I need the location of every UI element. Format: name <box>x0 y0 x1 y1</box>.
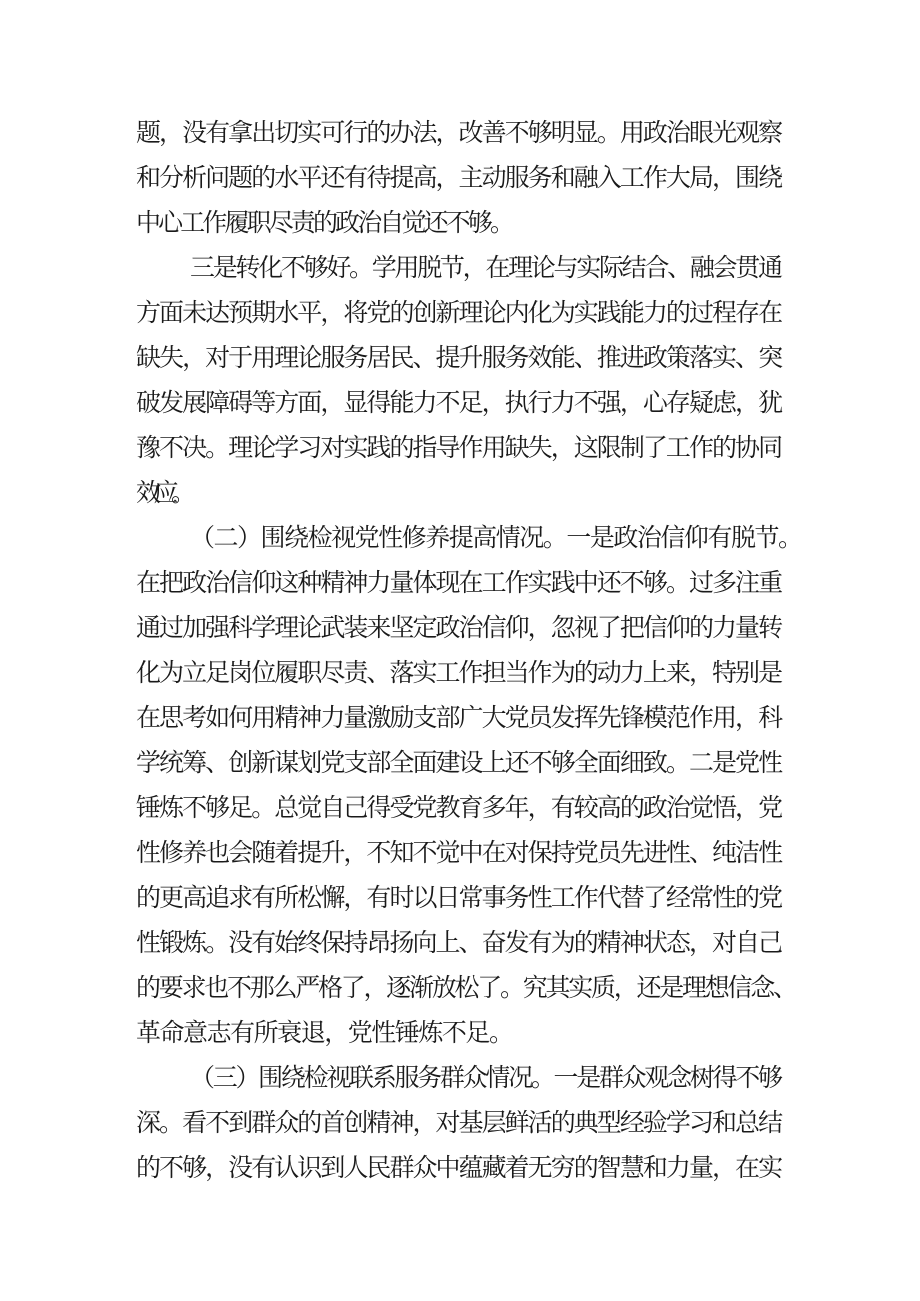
text-line: 深。看不到群众的首创精神，对基层鲜活的典型经验学习和总结 <box>136 1108 782 1137</box>
text-line: 题，没有拿出切实可行的办法，改善不够明显。用政治眼光观察 <box>136 118 782 147</box>
text-line: 豫不决。理论学习对实践的指导作用缺失，这限制了工作的协同 <box>136 433 782 462</box>
text-line: 性修养也会随着提升，不知不觉中在对保持党员先进性、纯洁性 <box>136 838 782 867</box>
text-line: 方面未达预期水平，将党的创新理论内化为实践能力的过程存在 <box>136 298 782 327</box>
text-line: 在思考如何用精神力量激励支部广大党员发挥先锋模范作用，科 <box>136 703 782 732</box>
text-line: 缺失，对于用理论服务居民、提升服务效能、推进政策落实、突 <box>136 343 782 372</box>
text-line: 在把政治信仰这种精神力量体现在工作实践中还不够。过多注重 <box>136 568 782 597</box>
section-heading-line: （二）围绕检视党性修养提高情况。一是政治信仰有脱节。 <box>190 523 802 552</box>
text-line: 效应。 <box>136 478 189 507</box>
text-line: 破发展障碍等方面，显得能力不足，执行力不强，心存疑虑，犹 <box>136 388 782 417</box>
text-line: 的不够，没有认识到人民群众中蕴藏着无穷的智慧和力量，在实 <box>136 1153 782 1182</box>
text-line: 锤炼不够足。总觉自己得受党教育多年，有较高的政治觉悟，党 <box>136 793 782 822</box>
text-line: 中心工作履职尽责的政治自觉还不够。 <box>136 208 513 237</box>
text-line: 和分析问题的水平还有待提高，主动服务和融入工作大局，围绕 <box>136 163 782 192</box>
text-line: 革命意志有所衰退，党性锤炼不足。 <box>136 1018 513 1047</box>
text-line: 的要求也不那么严格了，逐渐放松了。究其实质，还是理想信念、 <box>136 973 796 1002</box>
section-heading-line: （三）围绕检视联系服务群众情况。一是群众观念树得不够 <box>190 1063 781 1092</box>
text-line: 化为立足岗位履职尽责、落实工作担当作为的动力上来，特别是 <box>136 658 782 687</box>
text-line: 通过加强科学理论武装来坚定政治信仰，忽视了把信仰的力量转 <box>136 613 782 642</box>
text-line: 性锻炼。没有始终保持昂扬向上、奋发有为的精神状态，对自己 <box>136 928 782 957</box>
text-line: 的更高追求有所松懈，有时以日常事务性工作代替了经常性的党 <box>136 883 782 912</box>
paragraph-first-line: 三是转化不够好。学用脱节，在理论与实际结合、融会贯通 <box>190 253 781 282</box>
text-line: 学统筹、创新谋划党支部全面建设上还不够全面细致。二是党性 <box>136 748 782 777</box>
